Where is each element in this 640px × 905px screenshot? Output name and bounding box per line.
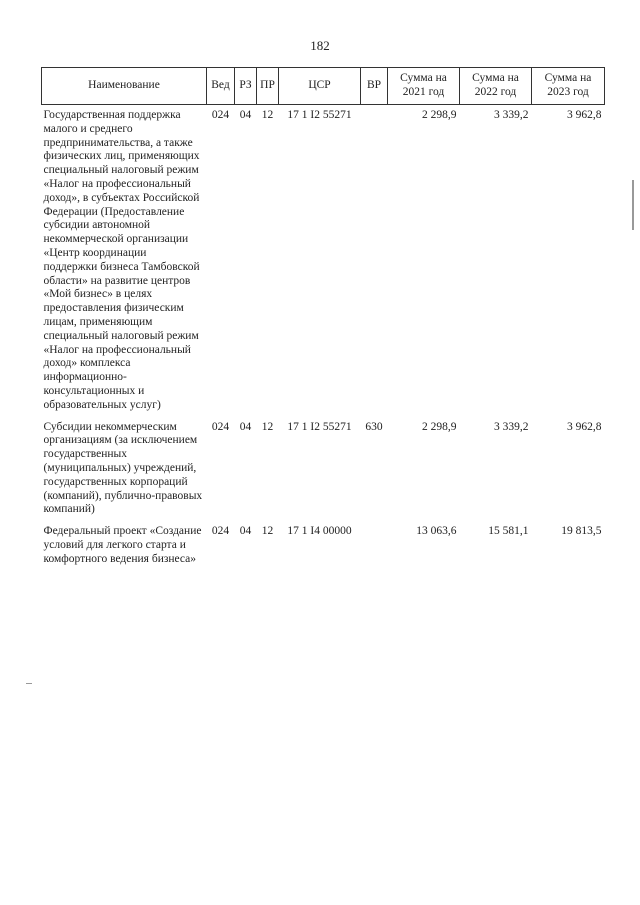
row-csr: 17 1 I2 55271 [287,420,352,433]
header-sum-2023: Сумма на 2023 год [532,68,605,105]
row-vr: 630 [365,420,383,433]
row-sum-2021: 2 298,9 [422,420,457,433]
header-csr: ЦСР [279,68,361,105]
row-ved: 024 [211,109,230,121]
row-rz: 04 [239,420,252,433]
row-vr [361,525,388,566]
table-row [42,525,605,566]
header-ved: Вед [207,68,235,105]
header-pr: ПР [257,68,279,105]
row-sum-2021: 13 063,6 [416,525,457,538]
row-pr: 12 [261,525,274,538]
header-rz: РЗ [235,68,257,105]
row-sum-2021: 2 298,9 [422,109,457,121]
row-sum-2023: 19 813,5 [561,525,602,538]
budget-table [41,67,605,567]
row-sum-2022: 3 339,2 [494,109,529,121]
row-sum-2022: 15 581,1 [488,525,529,538]
table-row [42,105,605,421]
header-sum-2022: Сумма на 2022 год [460,68,532,105]
row-name: Государственная поддержка малого и среднего предпринимательства, а также физических лиц, применяющих специальный налоговый режим «Налог на профессиональный доход», в субъектах Российской Федерации (Предоставление субсидии автономной некоммерческой организации «Центр координации поддержки бизнеса Тамбовской области» на развитие центров «Мой бизнес» в целях предоставления физическим лицам, применяющим специальный налоговый режим «Налог на профессиональный доход» комплекса информационно-консультационных и образовательных услуг) [43,109,200,411]
row-pr: 12 [261,109,274,121]
page-number: 182 [310,38,330,53]
row-pr: 12 [261,420,274,433]
row-ved: 024 [211,525,230,538]
row-rz: 04 [239,109,252,121]
table-row [42,421,605,526]
scan-margin-mark [26,683,32,684]
header-sum-2021: Сумма на 2021 год [388,68,460,105]
row-csr: 17 1 I2 55271 [287,109,352,121]
row-name: Федеральный проект «Создание условий для легкого старта и комфортного ведения бизнеса» [43,525,202,565]
row-csr: 17 1 I4 00000 [287,525,352,538]
row-name: Субсидии некоммерческим организациям (за исключением государственных (муниципальных) учреждений, государственных корпораций (компаний), публично-правовых компаний) [43,420,203,516]
row-ved: 024 [211,420,230,433]
row-rz: 04 [239,525,252,538]
header-vr: ВР [361,68,388,105]
table-header [42,68,605,105]
row-sum-2023: 3 962,8 [567,420,602,433]
row-vr [361,105,388,421]
scan-margin-mark [632,180,634,230]
row-sum-2022: 3 339,2 [494,420,529,433]
row-sum-2023: 3 962,8 [567,109,602,121]
header-name: Наименование [42,68,207,105]
table-body [42,105,605,567]
